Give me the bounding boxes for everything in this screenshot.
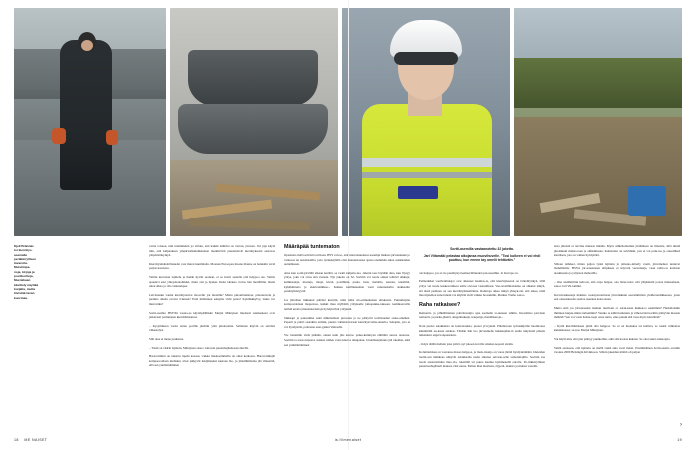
- column-3: [284, 244, 410, 424]
- next-page-arrow-icon: ›: [680, 422, 682, 428]
- photo4-treeline: [514, 58, 682, 108]
- body-paragraph: Remontti- ja pihkällinuiten pahvitusunjia ajaa asemalle ta-uuneen tahtiin. Kuormista parviaan remontti- ja purku-jätettä, aingenluukuja, kaupanja, metallikeroja...: [419, 310, 545, 320]
- photo1-orange-glove-right: [106, 130, 118, 145]
- body-paragraph: Kierrätysmahdollisuudet ovat murat kuniititaän. Moanan Euroopan maana tilanne on hankalin vertä paljon kasvussa.: [149, 261, 275, 271]
- photo1-orange-glove-left: [52, 128, 66, 144]
- body-paragraph: – Käyn täällä mellein joka päivä, nyt jakoen kovilla omaksi-noposti sisään.: [419, 341, 514, 346]
- body-paragraph: Aina kun sortti-järvällä alkaan kerättä, se vaatii kuljettu-tua. Jakettu taas löyäään aina, kun löytyy yritys, joku voi ottaa sitä vastaan. Nyt jakeita on 32. Sorttiin voi tuoda eniten tehtävä aikkuja, kemikaaleja, maaleja, rinaja, kiveä, postiliinia, puuta, lasia, metallia, seuruta, tekstiiliä, kyhäluittteita ja elektroniikkaa... Kaiken kaillinenemen vaati satunnaiseltu aiakkaaltu perehtymistyyttä.: [284, 270, 410, 294]
- caption-line: tiivistää tavan: [14, 291, 35, 296]
- photo3-safety-glasses: [394, 52, 458, 65]
- body-paragraph: Mutta entä jos järvenaanan maksut tuutivant ot asiak-kaan kukkaroa enemmän? Harkittaisiiin ihminen luujuu-minia tarhemmin? Veniko se kiiltä kulutusta ja vähen-täisi korttiin päätyvän massan määrää? Sen voi vasta haista-taaja ostaa uutta, edes pienin ebä vaaa myös kierrättää?: [554, 305, 680, 320]
- photo3-hsy-logo: [398, 186, 438, 199]
- caption-line: noja, kirjoja ja: [14, 269, 35, 274]
- body-paragraph: Laivitaanku vaulut kierrätyssuvat moorriin yai metallin? Miten pinoutttamaton, pinoutetvetu ja puduita oikein evavut tviutaan? Entä miillainen sekajäte virhi palaa? Kyntäkkkylvy, lauka var murvattku?: [149, 292, 275, 306]
- caption-line: peräkärryllisen: [14, 256, 37, 261]
- body-paragraph: vartta toiseen, niin tulemmekin yo silloin, että kaikki nähtävä on vaivan, järveen. Voi juja käytä niin, että kuljetuksen ympäristökuluihetukset merkiträvät pieneristivät kierrätyksestä aastavaa ympäristökytkyä.: [149, 244, 275, 258]
- column-4: [419, 244, 545, 424]
- photo1-person-body: [60, 40, 112, 190]
- body-paragraph: Vaiilä asuloeen, että lajittelu on mellä viekä aika vaoti ileisti. Ensimmäinen hortti-asema avattiin vuonna 2000 Helsingin Kivikkoon. Silloin jakeiden määrä oli paljon: [554, 345, 680, 355]
- body-paragraph: Kerrottaakseanja mahkaa rookajossotrinaan järvenäkuun useremmitten yleitkvaeidikkeessa, joten een oleesanuseite saattaa useekua kokoonaan.: [554, 292, 680, 302]
- photo-caption: [14, 244, 140, 300]
- body-paragraph: – Tässä on väärin lajittelu, Mäntynen sanoo valtavan puutarhajätekasan äärellä.: [149, 345, 249, 350]
- photo3-reflective-stripe: [362, 172, 492, 178]
- caption-line: tavaroita.: [14, 261, 28, 266]
- body-paragraph: Silloen nähdeet, miten paljon tyrkä lajittelu ja jallesko-nitterly vaatii, järvemeluut tuntuvat mahdilleilta. HSY:n jär-tenaanteen ellipiksen ei käyvetä veevunsuja, vaan tomio-ta kattraan aisakkaalaa ja yritysten mahoullla.: [554, 261, 680, 275]
- body-paragraph: Kolutttamisen on vaaranaa massa helppoa, ja mais-riaanjo on varaa järiää hyödyntämättä. Ideteiden tuomi-sen muhkeus näkyvät asiakkaalle usein aikansa saivaan-selle remonttiajille. Sorttiin saa tuoda enokrottiiduu muo-via, tekstiiliä tai puuta kuuluu kymmenellä eurolla. Pe-riikkivyllinen punartaarhajätterii maksaa viisi eurua. Eniten ihan maalasta, öljyerä, akuista ja muista vaaralli-: [419, 350, 545, 369]
- body-paragraph: Valtiiu kuvataan lajittelu ja meiän hyvän saatuan, ei se hortti seutella että helppoa ole. Valitis apaulevi esut yhteyskokohmäet, muut otat ja hyaker. Kuka tahansa vortaa lain meriällinä, mutta uiten alkaa jo olla vaikeampaa.: [149, 274, 275, 289]
- body-paragraph: Noin puolet asiakkaista on kotitalouksia, puolet yri-tyksiä. Pihallevaan työntekijöille huomionsa kiinnittäää en-kasta asiakas. Tänään hän tuo järvenmelle leikkuujätet-tä entän tuhytteitä pihalta leikatuista angervonpensaista.: [419, 323, 545, 338]
- caption-line: Murokkaan: [14, 278, 31, 283]
- photo3-hivis-jacket: [362, 104, 492, 236]
- column-5: [554, 244, 680, 424]
- caption-line: asemalle: [14, 252, 28, 257]
- body-paragraph: sista jitteistä ei tarvitse maksaa mitään. Myös sähkölaitteiden järtämisen on ilmaista, sillä niiniä järenäkum mahes-taan ja omikimaana. Kalisteista on selvähäin, jota ei voi pulu-taa ja oiseeltihed kierräsen, jota on vaihen hyödynätä.: [554, 244, 680, 258]
- body-paragraph: Esimerkiksi vaativalmaisjat ovat alkaneet haumas-ta, että kierrätyksessä on brändityitkyä, tällä yritys vai tuoda kuskeveriinest esille olevaaa vastuullisen. Vaa-tevelllmaislema on alkanut näkyä, etä tässä paslinan on sen kierrättymisemöinta. Raluttoja alkaa näkyä yhteyk-siä, että aikaa, niitä muovijatellen sunovahein voi käyttää vielä vaikka hoosukilin, Markus Tretho sanoo.: [419, 279, 545, 298]
- body-paragraph: Vie loulemiin vielä pitkään, ennen kuin jäte kertoo paluu-kultutyan elimiäin suresa tautorua. Sorttiin ta-varaa kipaava asiakas niiden vasta kierros alkupaluu. Uudelleenjaluuta jää rakatksi, eikä sen yammärtäminen: [284, 333, 410, 347]
- body-paragraph: Silti aina ei mene puuhessa.: [149, 336, 184, 341]
- magazine-name: ME NAISET: [24, 438, 48, 442]
- pull-quote: [419, 244, 545, 266]
- body-paragraph: – Ona aistähtävätu keltoon, että onpa halpaa, ona lleter-telev, että yhtjästkiin jootaa maksamaan, sanoo Jari Vii-tamäki.: [554, 279, 680, 289]
- photo-worker-outdoors: [14, 8, 166, 236]
- photo-hsy-worker-helmet: [342, 8, 510, 236]
- caption-line: Kjell Brännäs: [14, 244, 34, 248]
- footer-left: [14, 438, 47, 442]
- photo-construction-waste-yard: [514, 8, 682, 236]
- photo4-blue-container: [628, 186, 666, 216]
- body-paragraph: Jos jättöäten liikkunut pättäisi kuuviin, niitä tulisi mo-nimutkaisen elinkaaris. Punturhajäte kompostoidaan mapariosa, kaikki muu myllätää yritykselle jatkopukke-tukseen. kemikaaveilla termiä uuotta järentaaterisaloja hyödynrävät yrityksiä.: [284, 297, 410, 311]
- body-paragraph: – Kysymmeen vastta sitten portille jäettäin yölä pikoluomia. Sellainen käyvin on selvästi viikestelyst.: [149, 323, 275, 333]
- article-columns: [14, 244, 682, 424]
- column-2: [149, 244, 275, 424]
- caption-line: postikortteja,: [14, 274, 34, 279]
- section-heading-raha-ratkaisee: Raha ratkaisee?: [419, 301, 461, 308]
- section-heading-maaranpaa: Määräpää tuntematon: [284, 244, 340, 250]
- pull-quote-text: Sortti-asemilla vastaanotettu 32 jaketta.: [450, 247, 514, 251]
- caption-line: kurjalta, mutta: [14, 286, 36, 291]
- body-paragraph: Voi käytä niin, että jäte pääsyy puulkoihin, eikä sitä ka-haa kukaan. Se oksi askel taskuotpia.: [554, 336, 671, 341]
- body-paragraph: Haravoiminn on nakattu ripeän kasaan, vaikka muskoemmallu on omat kerkossa. Haravoiminjät kompaoroidaan mullaksi, sivut pätkyvät tukijätteeksi kustaan bio- ja jätteilhtimaina jää viikesttiä, eilä sen yuumärtämmen: [149, 354, 275, 368]
- body-paragraph: Sortti-asemia HSY:llä vastaa-aa käyttöpäällikkö Marjut Mäntynen mielessä suumaakust ovat jatkuvasti perinnanen kierrätämaanssa.: [149, 310, 275, 320]
- footer-url[interactable]: is.fi/menaiset: [334, 438, 362, 442]
- caption-line: kuormaa.: [14, 295, 28, 300]
- photo3-reflective-stripe: [362, 158, 492, 167]
- photo-excavator-bucket: [170, 8, 338, 236]
- page-footer: [14, 422, 682, 442]
- photo2-bucket-upper: [188, 50, 318, 106]
- pull-quote-attribution: Jari Viitamäki pelastaa aikojansa muovihuvelle. "Tosi kulkeen ei voi ehdi puuttuu, kun ennen tay omeili tehtäväin.": [423, 253, 541, 263]
- photo2-bucket-lower: [178, 104, 328, 154]
- caption-line: toi kierrätys-: [14, 248, 33, 253]
- caption-line: käsittely näyttää: [14, 282, 39, 287]
- caption-line: Muistiinpa-: [14, 265, 31, 270]
- body-paragraph: ole helppoa, jos ei ole perehtynyt kemeerlättuuden preoseseihin. Ja harvapa on.: [419, 270, 519, 275]
- body-paragraph: – Kyllä kierrätämiseen pitiiä olla helppoa. Se ei on huoluksa tai kallista, se toukii vahhattaa kulutuksessa, sa-noo Marjut Mäntynen.: [554, 323, 680, 333]
- body-paragraph: Jäkkaapi ja pakastimet sekä sähkölaitteet purotaan ja ne päätyvät teollisuuden raaka-aineiksi. Paperit ja pahvi saatakiin teriään, puusta vahiaistavaraan kierrätysvoima-ainerita. Sekajäte, jota ei voi hyödyntää, poltetaan ener-giaksi Vantaalla.: [284, 315, 410, 329]
- photo1-person-face: [81, 40, 93, 51]
- column-1: [14, 244, 140, 424]
- body-paragraph: Opastusta tiellä selvästi tarvitaan. HSY toivoo, että tulevaisuudessa useampi maksaa järvenakuun jo verkossa tai automaatilla, jotta työntekijöiltä olisi laatuaistaansa ajassa enemmän aikaa asiakkaiden auttamiseen.: [284, 253, 410, 267]
- page-number-right: 19: [677, 438, 682, 442]
- page-number-left: 18: [14, 438, 19, 442]
